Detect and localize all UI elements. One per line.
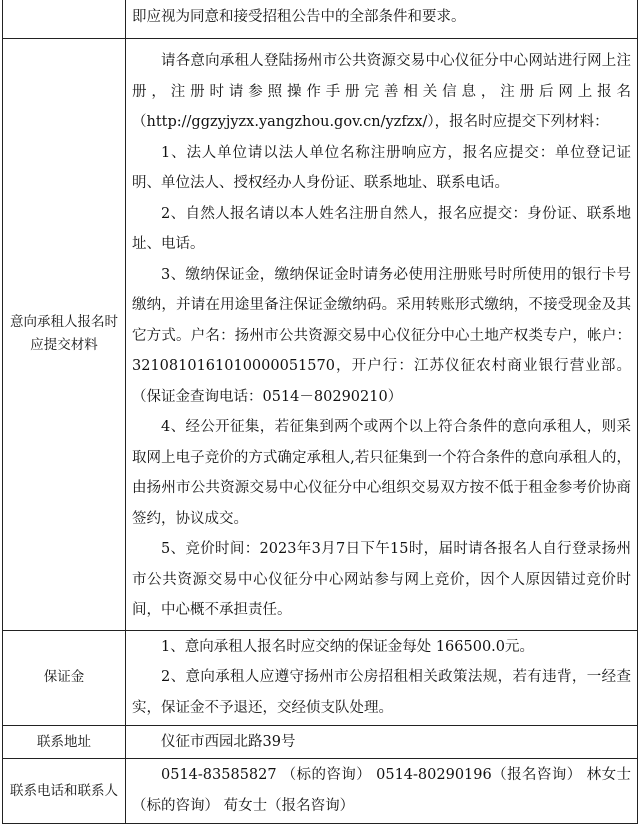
materials-intro-paragraph: 请各意向承租人登陆扬州市公共资源交易中心仪征分中心网站进行网上注册，注册时请参照操作手册完善相关信息，注册后网上报名（http://ggzyjyzx.yangzhou.gov.cn/yzfzx/），报名时应提交下列材料： bbox=[132, 53, 631, 130]
deposit-amount-paragraph: 1、意向承租人报名时应交纳的保证金每处 166500.0元。 bbox=[161, 638, 535, 655]
materials-label: 意向承租人报名时应提交材料 bbox=[10, 314, 118, 354]
conditions-row bbox=[3, 0, 638, 39]
contact-text: 0514-83585827 （标的咨询） 0514-80290196（报名咨询） 林女士（标的咨询） 荀女士（报名咨询） bbox=[132, 767, 631, 814]
materials-item-natural-person: 2、自然人报名请以本人姓名注册自然人，报名应提交：身份证、联系地址、电话。 bbox=[132, 205, 631, 252]
contact-label: 联系电话和联系人 bbox=[10, 782, 118, 799]
materials-item-bidding-method: 4、经公开征集，若征集到两个或两个以上符合条件的意向承租人，则采取网上电子竞价的方式确定承租人,若只征集到一个符合条件的意向承租人的，由扬州市公共资源交易中心仪征分中心组织交易双方按不低于租金参考价协商签约，协议成交。 bbox=[132, 419, 631, 527]
contact-row bbox=[3, 759, 638, 824]
announcement-table bbox=[2, 0, 638, 824]
conditions-text: 即应视为同意和接受招租公告中的全部条件和要求。 bbox=[132, 9, 466, 25]
materials-item-deposit-payment: 3、缴纳保证金，缴纳保证金时请务必使用注册账号时所使用的银行卡号缴纳，并请在用途里备注保证金缴纳码。采用转账形式缴纳，不接受现金及其它方式。户名：扬州市公共资源交易中心仪征分中心土地产权类专户，帐户：3210810161010000051570，开户行：江苏仪征农村商业银行营业部。（保证金查询电话：0514－80290210） bbox=[132, 266, 631, 405]
address-label-cell bbox=[3, 726, 126, 759]
conditions-label-cell bbox=[3, 0, 126, 39]
materials-row bbox=[3, 39, 638, 631]
contact-label-cell bbox=[3, 759, 126, 824]
address-text: 仪征市西园北路39号 bbox=[161, 733, 296, 750]
contact-content-cell bbox=[126, 759, 638, 824]
deposit-label-cell bbox=[3, 630, 126, 726]
address-row bbox=[3, 726, 638, 759]
materials-item-legal-entity: 1、法人单位请以法人单位名称注册响应方，报名应提交：单位登记证明、单位法人、授权经办人身份证、联系地址、联系电话。 bbox=[132, 144, 631, 191]
address-label: 联系地址 bbox=[37, 733, 91, 750]
deposit-row bbox=[3, 630, 638, 726]
deposit-content-cell bbox=[126, 630, 638, 726]
materials-label-cell bbox=[3, 39, 126, 631]
deposit-rules-paragraph: 2、意向承租人应遵守扬州市公房招租相关政策法规，若有违背，一经查实，保证金不予退还，交经侦支队处理。 bbox=[132, 669, 631, 716]
materials-content-cell bbox=[126, 39, 638, 631]
deposit-label: 保证金 bbox=[43, 669, 85, 686]
address-content-cell bbox=[126, 726, 638, 759]
conditions-content-cell bbox=[126, 0, 638, 39]
materials-item-bidding-time: 5、竞价时间：2023年3月7日下午15时，届时请各报名人自行登录扬州市公共资源交易中心仪征分中心网站参与网上竞价，因个人原因错过竞价时间，中心概不承担责任。 bbox=[132, 541, 631, 618]
